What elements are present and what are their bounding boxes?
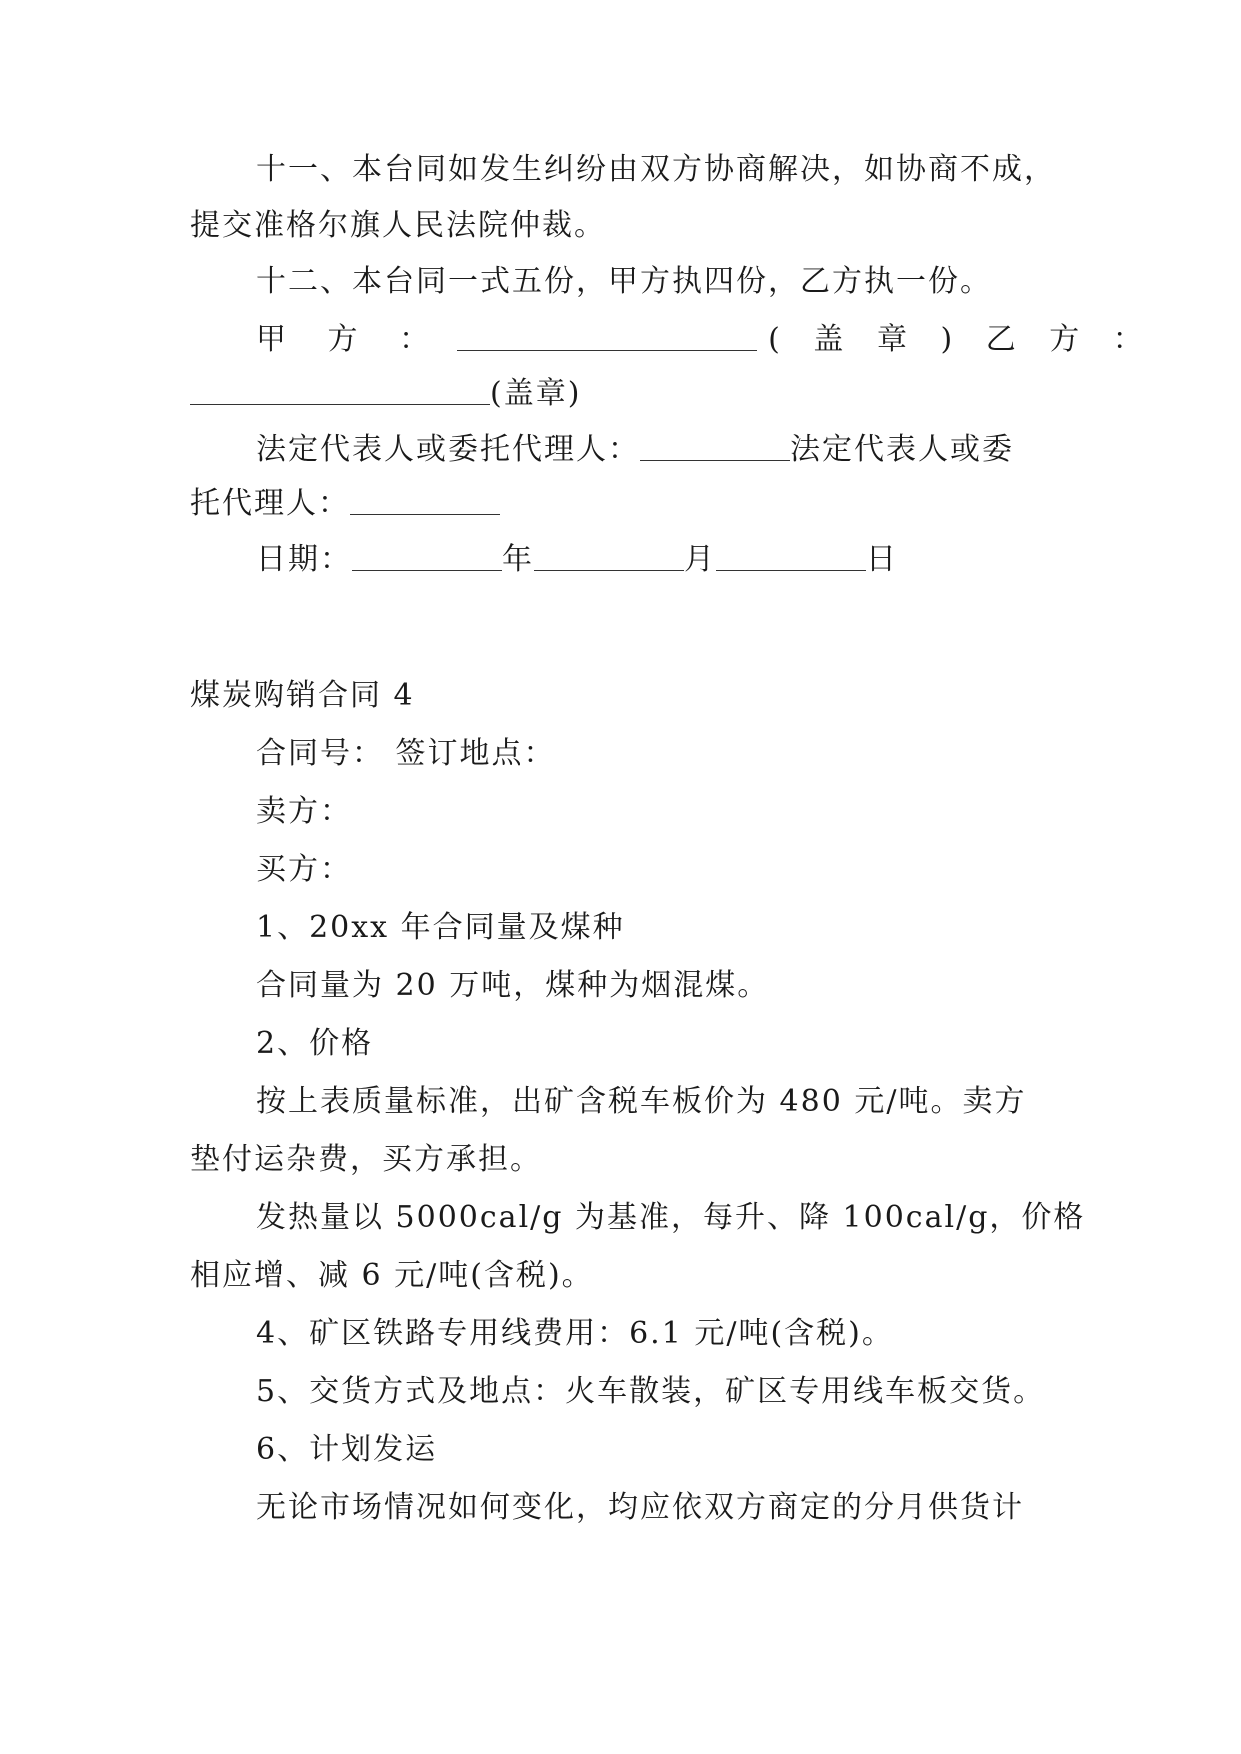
rep-a-blank xyxy=(640,430,790,461)
month-blank xyxy=(534,540,684,571)
rep-a-label: 法定代表人或委托代理人： xyxy=(256,432,640,467)
section-2-body-line-2: 垫付运杂费，买方承担。 xyxy=(190,1142,542,1177)
section-5: 5、交货方式及地点：火车散装，矿区专用线车板交货。 xyxy=(256,1374,1046,1409)
representative-line-1 xyxy=(256,430,1014,470)
heat-value-line-1: 发热量以 5000cal/g 为基准，每升、降 100cal/g，价格 xyxy=(256,1200,1086,1235)
section-2-heading: 2、价格 xyxy=(256,1026,374,1061)
party-b-blank xyxy=(190,374,490,405)
buyer-label: 买方： xyxy=(256,852,352,887)
section-1-heading: 1、20xx 年合同量及煤种 xyxy=(256,910,625,945)
representative-line-2 xyxy=(190,484,500,524)
contract-title: 煤炭购销合同 4 xyxy=(190,678,415,713)
month-label: 月 xyxy=(684,542,716,577)
rep-b-label-rest: 托代理人： xyxy=(190,486,350,521)
year-label: 年 xyxy=(502,542,534,577)
rep-b-blank xyxy=(350,484,500,515)
year-blank xyxy=(352,540,502,571)
section-1-body: 合同量为 20 万吨，煤种为烟混煤。 xyxy=(256,968,770,1003)
rep-b-label-part: 法定代表人或委 xyxy=(790,432,1014,467)
clause-11-line-2: 提交准格尔旗人民法院仲裁。 xyxy=(190,208,606,243)
clause-12: 十二、本台同一式五份，甲方执四份，乙方执一份。 xyxy=(256,264,992,299)
seller-label: 卖方： xyxy=(256,794,352,829)
seal-party-b-label: ( 盖 章 ) 乙 方 ： xyxy=(768,322,1155,357)
date-label: 日期： xyxy=(256,542,352,577)
section-6-body: 无论市场情况如何变化，均应依双方商定的分月供货计 xyxy=(256,1490,1024,1525)
clause-11-line-1: 十一、本台同如发生纠纷由双方协商解决，如协商不成， xyxy=(256,152,1056,187)
party-b-seal-label: (盖章) xyxy=(490,376,582,411)
party-a-signature-line xyxy=(256,320,1155,360)
party-a-blank xyxy=(457,320,757,351)
party-b-signature-line xyxy=(190,374,581,414)
day-blank xyxy=(716,540,866,571)
heat-value-line-2: 相应增、减 6 元/吨(含税)。 xyxy=(190,1258,594,1293)
section-2-body-line-1: 按上表质量标准，出矿含税车板价为 480 元/吨。卖方 xyxy=(256,1084,1027,1119)
section-4: 4、矿区铁路专用线费用：6.1 元/吨(含税)。 xyxy=(256,1316,894,1351)
party-a-label: 甲 方 ： xyxy=(256,322,446,357)
day-label: 日 xyxy=(866,542,898,577)
contract-number-place: 合同号： 签订地点： xyxy=(256,736,556,771)
date-line xyxy=(256,540,898,580)
section-6-heading: 6、计划发运 xyxy=(256,1432,438,1467)
